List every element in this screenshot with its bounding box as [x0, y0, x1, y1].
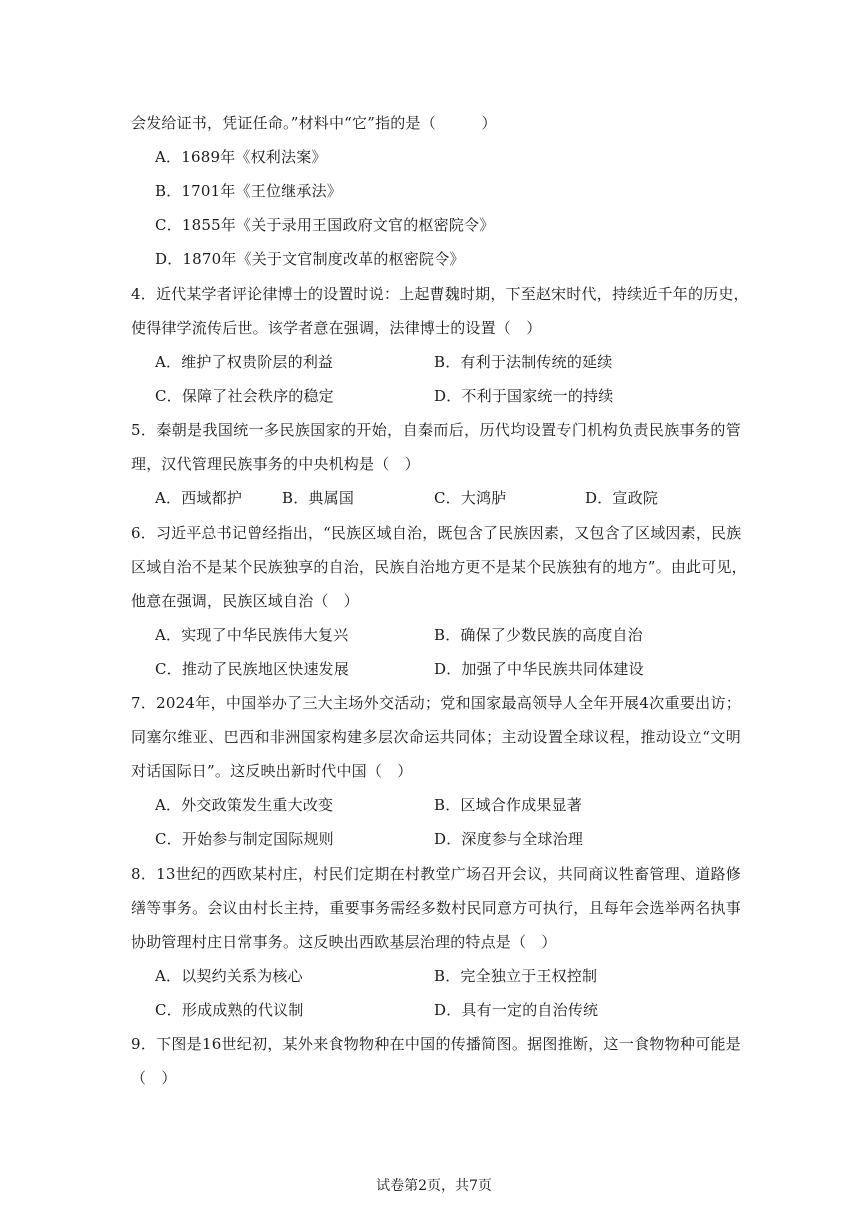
question-7-option-c: C．开始参与制定国际规则 — [155, 830, 334, 848]
question-8-stem-line-2: 缮等事务。会议由村长主持，重要事务需经多数村民同意方可执行，且每年会选举两名执事 — [131, 899, 741, 917]
question-5-option-a: A．西域都护 — [155, 489, 243, 507]
question-5-option-b: B．典属国 — [282, 489, 355, 507]
question-6-stem-line-3: 他意在强调，民族区域自治（ ） — [131, 592, 360, 610]
question-4-option-b: B．有利于法制传统的延续 — [434, 353, 613, 371]
question-5-stem-line-1: 5．秦朝是我国统一多民族国家的开始，自秦而后，历代均设置专门机构负责民族事务的管 — [131, 421, 741, 439]
question-8-stem-line-3: 协助管理村庄日常事务。这反映出西欧基层治理的特点是（ ） — [131, 933, 557, 951]
question-4-option-a: A．维护了权贵阶层的利益 — [155, 353, 334, 371]
question-8-option-b: B．完全独立于王权控制 — [434, 967, 598, 985]
question-6-stem-line-1: 6．习近平总书记曾经指出，“民族区域自治，既包含了民族因素，又包含了区域因素，民族 — [131, 524, 742, 542]
question-7-option-b: B．区域合作成果显著 — [434, 796, 583, 814]
question-7-stem-line-2: 同塞尔维亚、巴西和非洲国家构建多层次命运共同体；主动设置全球议程，推动设立“文明 — [131, 728, 741, 746]
question-7-option-d: D．深度参与全球治理 — [434, 830, 584, 848]
question-8-stem-line-1: 8．13世纪的西欧某村庄，村民们定期在村教堂广场召开会议，共同商议牲畜管理、道路修 — [131, 865, 741, 883]
question-6-option-a: A．实现了中华民族伟大复兴 — [155, 626, 349, 644]
question-5-option-c: C．大鸿胪 — [434, 489, 507, 507]
question-8-option-d: D．具有一定的自治传统 — [434, 1001, 599, 1019]
question-9-stem-line-1: 9．下图是16世纪初，某外来食物物种在中国的传播简图。据图推断，这一食物物种可能是 — [131, 1035, 741, 1053]
question-5-stem-line-2: 理，汉代管理民族事务的中央机构是（ ） — [131, 455, 420, 473]
question-6-stem-line-2: 区域自治不是某个民族独享的自治，民族自治地方更不是某个民族独有的地方”。由此可见， — [131, 558, 747, 576]
question-stem-continued: 会发给证书，凭证任命。”材料中“它”指的是（ ） — [131, 114, 497, 132]
option-c: C．1855年《关于录用王国政府文官的枢密院令》 — [155, 216, 495, 234]
question-4-option-d: D．不利于国家统一的持续 — [434, 387, 614, 405]
option-d: D．1870年《关于文官制度改革的枢密院令》 — [155, 250, 465, 268]
question-4-option-c: C．保障了社会秩序的稳定 — [155, 387, 334, 405]
option-b: B．1701年《王位继承法》 — [155, 182, 342, 200]
option-a: A．1689年《权利法案》 — [155, 148, 327, 166]
question-5-option-d: D．宣政院 — [585, 489, 659, 507]
question-6-option-b: B．确保了少数民族的高度自治 — [434, 626, 643, 644]
question-8-option-c: C．形成成熟的代议制 — [155, 1001, 304, 1019]
question-6-option-d: D．加强了中华民族共同体建设 — [434, 660, 644, 678]
question-4-stem-line-2: 使得律学流传后世。该学者意在强调，法律博士的设置（ ） — [131, 319, 542, 337]
question-6-option-c: C．推动了民族地区快速发展 — [155, 660, 350, 678]
question-7-option-a: A．外交政策发生重大改变 — [155, 796, 334, 814]
question-4-stem-line-1: 4．近代某学者评论律博士的设置时说：上起曹魏时期，下至赵宋时代，持续近千年的历史， — [131, 285, 749, 303]
question-7-stem-line-3: 对话国际日”。这反映出新时代中国（ ） — [131, 762, 413, 780]
page-footer: 试卷第2页，共7页 — [376, 1178, 492, 1194]
question-7-stem-line-1: 7．2024年，中国举办了三大主场外交活动；党和国家最高领导人全年开展4次重要出访； — [131, 694, 741, 712]
question-8-option-a: A．以契约关系为核心 — [155, 967, 303, 985]
question-9-stem-line-2: （ ） — [131, 1069, 177, 1087]
